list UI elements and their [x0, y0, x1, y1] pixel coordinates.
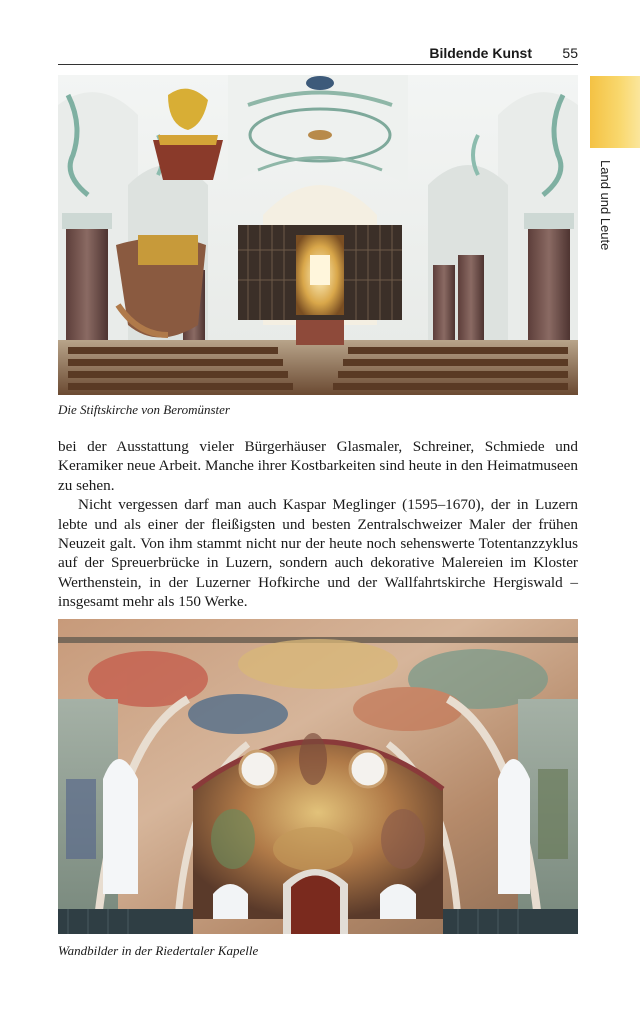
chapel-frescoes-photo: [58, 619, 578, 934]
figure-caption: Die Stiftskirche von Beromünster: [58, 402, 230, 417]
figure-caption: Wandbilder in der Riedertaler Kapelle: [58, 943, 259, 958]
section-title: Bildende Kunst: [429, 45, 532, 61]
running-header: [58, 44, 578, 65]
church-interior-photo: [58, 75, 578, 395]
chapter-tab: [590, 76, 640, 148]
paragraph: bei der Ausstattung vieler Bürgerhäuser Glasmaler, Schreiner, Schmiede und Keramiker neue Arbeit. Manche ihrer Kostbarkeiten sind heute in den Heimatmuseen zu sehen.: [58, 438, 578, 494]
paragraph: Nicht vergessen darf man auch Kaspar Meglinger (1595–1670), der in Luzern lebte und als einer der fleißigsten und besten Zentralschweizer Maler der frühen Neuzeit galt. Von ihm stammt nicht nur der heute noch sehenswerte Totentanzzyklus auf der Spreuerbrücke in Luzern, sondern auch dekorative Malereien im Kloster Werthenstein, in der Luzerner Hofkirche und der Wallfahrtskirche Hergiswald – insgesamt mehr als 150 Werke.: [58, 496, 578, 611]
chapter-tab-label: Land und Leute: [598, 160, 613, 251]
page-number: 55: [562, 45, 578, 61]
body-text: [58, 437, 578, 612]
